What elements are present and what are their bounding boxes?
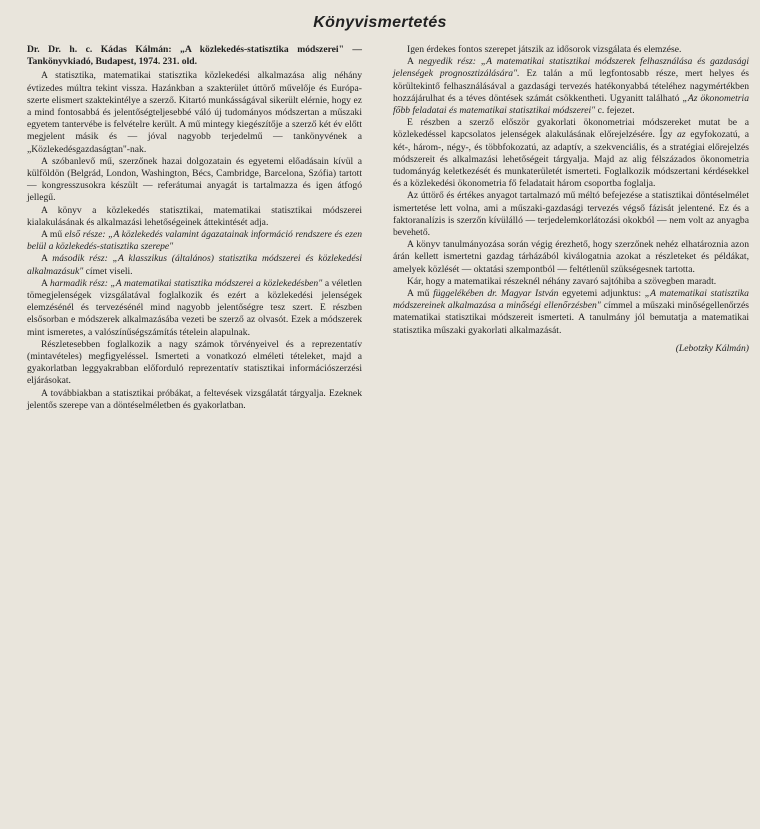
paragraph: Kár, hogy a matematikai részeknél néhány zavaró sajtóhiba a szövegben maradt. xyxy=(407,275,717,287)
text-run: A mű xyxy=(407,288,430,300)
italic-run: negyedik rész: „A matematikai statisztikai módszerek felhasználása és gazdasági jelenségek prognosztizálására". xyxy=(393,56,749,80)
paragraph: A könyv a közlekedés statisztikai, matematikai statisztikai módszerei kialakulásának és alkalmazási lehetőségeinek áttekintését adja. xyxy=(27,204,362,228)
text-run: c. fejezet. xyxy=(597,105,635,117)
text-run: egyetemi adjunktus: xyxy=(562,288,642,300)
italic-run: első része: „A közlekedés valamint ágazatainak információ rendszere és ezen belül a közlekedés-statisztika szerepe" xyxy=(27,229,363,253)
italic-run: az xyxy=(677,129,686,141)
text-run: E részben a szerző először gyakorlati ökonometriai módszereket mutat be a közlekedéssel kapcsolatos jelenségek alakulásának előrejelzésére. Így xyxy=(393,117,749,141)
paragraph: Az úttörő és értékes anyagot tartalmazó mű méltó befejezése a statisztikai döntéselmélet ismertetése lett volna, ami a műszaki-gazdasági tervezés végső fázisát jelentené. Ez és a faktoranalízis is szerzőn kívülálló — terjedelemkorlátozási okokból — nem volt az anyagba bevehető. xyxy=(393,190,749,239)
text-run: A xyxy=(41,277,48,289)
page-title: Könyvismertetés xyxy=(313,14,447,31)
italic-run: „A matematikai statisztika módszereinek alkalmazása a minőségi ellenőrzésben" xyxy=(393,288,749,312)
text-run: a véletlen tömegjelenségek vizsgálatával foglalkozik és ezért a közlekedési jelenségek elemzésénél és tervezésénél mind nagyobb jelentőségre tesz szert. E részben elsősorban e módszerek alkalmazásába vezeti be szerző az olvasót. Ezek a módszerek mint ismeretes, a valószínűségszámítás tételein alapulnak. xyxy=(27,277,362,338)
italic-run: függelékében dr. Magyar István xyxy=(433,288,559,300)
paragraph: A statisztika, matematikai statisztika közlekedési alkalmazása alig néhány évtizedes múltra tekint vissza. Hazánkban a szakterület úttörő művelője és Európa-szerte elismert szaktekintélye a szerző. Kitartó munkásságával sikerült elérnie, hogy ez a mind fontosabbá és jelentőségteljesebbé váló új tudományos módszertan a műszaki egyetem tantervébe is felvételre került. A mű mintegy kiegészítője a szerző két év előtt megjelent másik és — jóval nagyobb terjedelmű — tankönyvének a „Közlekedésgazdaságtan"-nak. xyxy=(27,70,362,155)
paragraph xyxy=(393,288,749,337)
paragraph xyxy=(27,229,362,253)
reviewer-signature: (Lebotzky Kálmán) xyxy=(675,342,749,354)
book-reference: Dr. Dr. h. c. Kádas Kálmán: „A közlekedés-statisztika módszerei" — Tankönyvkiadó, Budapest, 1974. 231. old. xyxy=(27,44,362,68)
text-run: egyfokozatú, a két-, három-, négy-, és többfokozatú, az adaptív, a szekvenciális, és a stratégiai előrejelzés módszereit és alkalmazási lehetőségeit tárgyalja. Majd az alig félszázados ökonometria tudományág keletkezését és munkaterületét ismerteti. Foglalkozik módszertani kérdésekkel és a közlekedési ökonometria fő feladatait három csoportba foglalja. xyxy=(393,129,749,190)
text-run: címmel a műszaki minőségellenőrzés matematikai statisztikai módszereit ismerteti. A tanulmány jól bemutatja a matematikai statisztika műszaki gyakorlati alkalmazását. xyxy=(393,300,750,336)
paragraph xyxy=(27,278,362,339)
italic-run: harmadik rész: „A matematikai statisztika módszerei a közlekedésben" xyxy=(49,277,323,289)
right-column xyxy=(393,44,749,355)
text-run: A mű xyxy=(41,229,63,241)
paragraph: Igen érdekes fontos szerepet játszik az idősorok vizsgálata és elemzése. xyxy=(407,44,682,55)
paragraph: Részletesebben foglalkozik a nagy számok törvényeivel és a reprezentatív (mintavételes) megfigyeléssel. Ismerteti a vonatkozó elméleti tételeket, majd a gyakorlatban leggyakrabban előforduló reprezentatív statisztikai információszerzési eljárásokat. xyxy=(27,338,362,387)
paragraph xyxy=(393,117,749,190)
paragraph xyxy=(393,56,749,117)
text-run: A xyxy=(41,253,48,265)
text-run: Ez talán a mű legfontosabb része, mert helyes és körültekintő felhasználásával a gazdasági tervezés hatékonyabbá tételéhez nagymértékben hozzájárulhat és a téves döntések számát csökkentheti. Ugyanitt található xyxy=(393,68,749,104)
paragraph: A szóbanlevő mű, szerzőnek hazai dolgozatain és egyetemi előadásain kívül a külföldön (Belgrád, London, Washington, Bécs, Cambridge, Barcelona, Szófia) tartott — kongresszusokra készült — referátumai anyagát is tartalmazza és igen átfogó jellegű. xyxy=(27,155,362,204)
text-run: címet viseli. xyxy=(85,265,133,277)
text-run: A xyxy=(407,56,414,68)
italic-run: „Az ökonometria főbb feladatai és matematikai statisztikai módszerei" xyxy=(393,92,749,117)
paragraph: A könyv tanulmányozása során végig érezhető, hogy szerzőnek nehéz elhatároznia azon árán kellett ismertetni gazdag tárházából kiválogatnia azokat a részleteket és példákat, amelyek közlését — oktatási szempontból — feltétlenül szükségesnek tartotta. xyxy=(393,239,749,275)
italic-run: második rész: „A klasszikus (általános) statisztika módszerei és közlekedési alkalmazásuk" xyxy=(27,253,362,277)
paragraph xyxy=(27,253,362,277)
left-column xyxy=(27,44,362,412)
paragraph: A továbbiakban a statisztikai próbákat, a feltevések vizsgálatát tárgyalja. Ezeknek jelentős szerepe van a döntéselméletben és gyakorlatban. xyxy=(27,387,362,411)
